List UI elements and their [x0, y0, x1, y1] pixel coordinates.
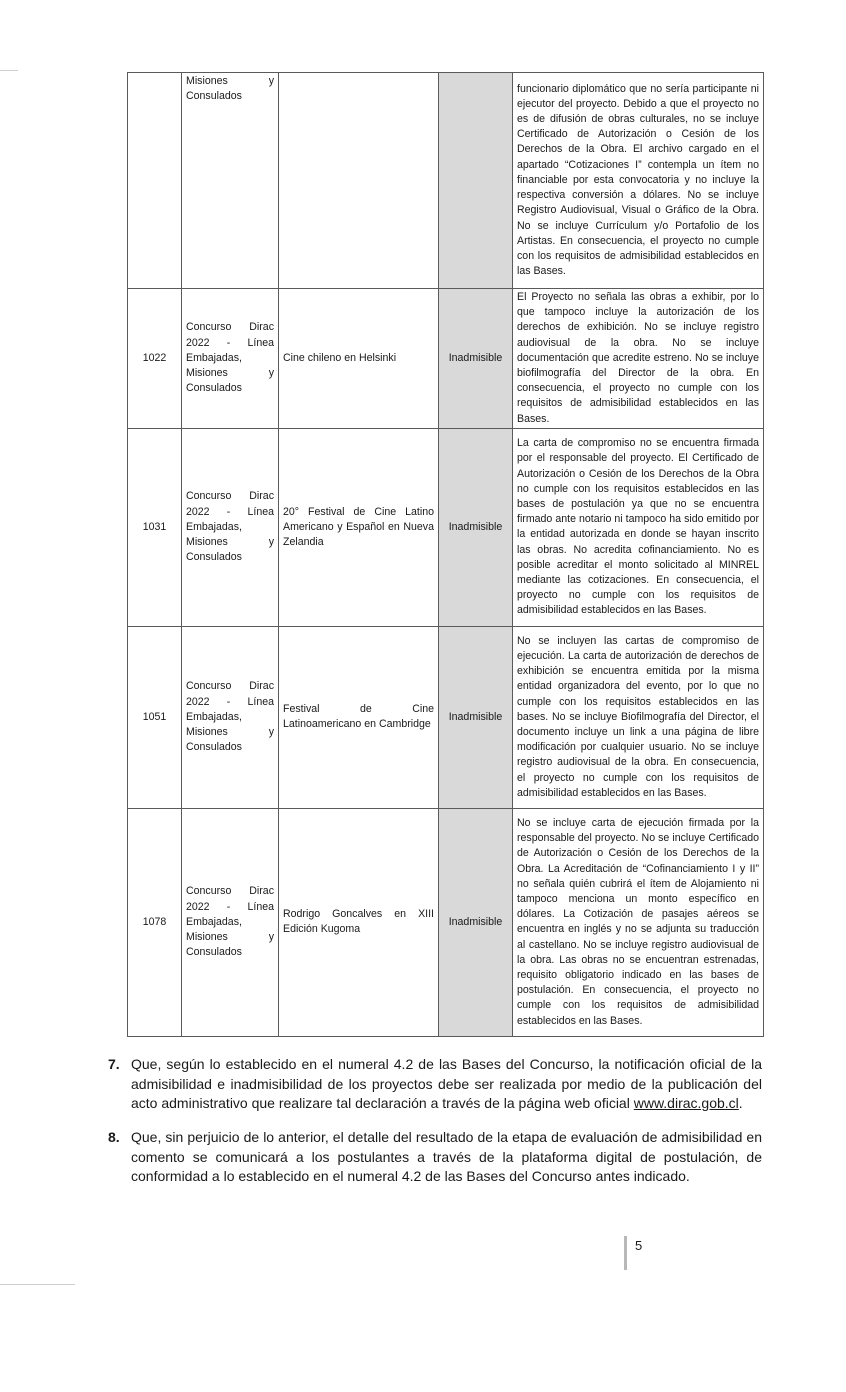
- observation-cell: No se incluyen las cartas de compromiso de ejecución. La carta de autorización de derechos de exhibición se encuentra emitida por la misma entidad organizadora del evento, por lo que no cumple con los requisitos establecidos en las bases. No se incluye Biofilmografía del Director, el documento incluye un link a una página de libre modificación por cualquier usuario. No se incluye registro audiovisual de la obra. En consecuencia, el proyecto no cumple con los requisitos de admisibilidad establecidos en las Bases.: [513, 626, 764, 808]
- table-row: [128, 289, 764, 429]
- dirac-website-link[interactable]: www.dirac.gob.cl: [633, 1095, 739, 1111]
- contest-cell: Concurso Dirac 2022 - Línea Embajadas, Misiones y Consulados: [182, 289, 279, 429]
- scan-artifact: [0, 1284, 75, 1285]
- contest-cell: Misiones y Consulados: [182, 73, 279, 289]
- project-id-cell: 1078: [128, 808, 182, 1036]
- result-cell: Inadmisible: [439, 808, 513, 1036]
- table-row: [128, 808, 764, 1036]
- paragraph-7: [108, 1055, 762, 1114]
- paragraph-text: Que, sin perjuicio de lo anterior, el detalle del resultado de la etapa de evaluación de admisibilidad en comento se comunicará a los postulantes a través de la plataforma digital de postulación, de conformidad a lo establecido en el numeral 4.2 de las Bases del Concurso antes indicado.: [131, 1129, 762, 1184]
- project-id-cell: [128, 73, 182, 289]
- observation-cell: funcionario diplomático que no sería participante ni ejecutor del proyecto. Debido a que el proyecto no es de difusión de obras culturales, no se incluye Certificado de Autorización o Cesión de los Derechos de la Obra. El archivo cargado en el apartado “Cotizaciones I” contempla un ítem no financiable por esta convocatoria y no incluye la respectiva conversión a dólares. No se incluye Registro Audiovisual, Visual o Gráfico de la Obra. No se incluye Currículum y/o Portafolio de los Artistas. En consecuencia, el proyecto no cumple con los requisitos de admisibilidad establecidos en las Bases.: [513, 73, 764, 289]
- paragraph-text: Que, según lo establecido en el numeral 4.2 de las Bases del Concurso, la notificación oficial de la admisibilidad e inadmisibilidad de los proyectos debe ser realizada por medio de la publicación del acto administrativo que realizare tal declaración a través de la página web oficial www.dirac.gob.cl.: [131, 1056, 762, 1111]
- contest-cell: Concurso Dirac 2022 - Línea Embajadas, Misiones y Consulados: [182, 428, 279, 626]
- project-name-cell: 20° Festival de Cine Latino Americano y Español en Nueva Zelandia: [279, 428, 439, 626]
- project-name-cell: Festival de Cine Latinoamericano en Cambridge: [279, 626, 439, 808]
- contest-cell: Concurso Dirac 2022 - Línea Embajadas, Misiones y Consulados: [182, 808, 279, 1036]
- paragraph-8: [108, 1128, 762, 1187]
- table-row: [128, 428, 764, 626]
- admissibility-table: [127, 72, 764, 1037]
- result-cell: Inadmisible: [439, 289, 513, 429]
- project-id-cell: 1022: [128, 289, 182, 429]
- table-row: [128, 73, 764, 289]
- project-id-cell: 1051: [128, 626, 182, 808]
- result-cell: Inadmisible: [439, 428, 513, 626]
- project-name-cell: Rodrigo Goncalves en XIII Edición Kugoma: [279, 808, 439, 1036]
- paragraph-number: 8.: [108, 1129, 120, 1145]
- scan-artifact: [0, 70, 18, 71]
- observation-cell: No se incluye carta de ejecución firmada por la responsable del proyecto. No se incluye Certificado de Autorización o Cesión de los Derechos de la Obra. La Acreditación de “Cofinanciamiento I y II” no señala quién cubrirá el ítem de Alojamiento ni tampoco menciona un monto específico en dólares. La Cotización de pasajes aéreos se encuentra en inglés y no se adjunta su traducción al castellano. No se incluye registro audiovisual de la obra. Las obras no se encuentran estrenadas, requisito obligatorio indicado en las bases de postulación. En consecuencia, el proyecto no cumple con los requisitos de admisibilidad establecidos en las Bases.: [513, 808, 764, 1036]
- observation-cell: El Proyecto no señala las obras a exhibir, por lo que tampoco incluye la autorización de los derechos de exhibición. No se incluye registro audiovisual de la obra. No se incluye documentación que acredite estreno. No se incluye biofilmografía del Director de la obra. En consecuencia, el proyecto no cumple con los requisitos de admisibilidad establecidos en las Bases.: [513, 289, 764, 429]
- result-cell: [439, 73, 513, 289]
- result-cell: Inadmisible: [439, 626, 513, 808]
- project-name-cell: Cine chileno en Helsinki: [279, 289, 439, 429]
- observation-cell: La carta de compromiso no se encuentra firmada por el responsable del proyecto. El Certificado de Autorización o Cesión de los Derechos de la Obra no cumple con los requisitos establecidos en las bases de postulación ya que no se encuentra firmado ante notario ni tampoco ha sido emitido por la entidad autorizada en donde se hayan inscrito las obras. No acredita cofinanciamiento. No es posible acreditar el monto solicitado al MINREL mediante las cotizaciones. En consecuencia, el proyecto no cumple con los requisitos de admisibilidad establecidos en las Bases.: [513, 428, 764, 626]
- contest-cell: Concurso Dirac 2022 - Línea Embajadas, Misiones y Consulados: [182, 626, 279, 808]
- paragraph-number: 7.: [108, 1056, 120, 1072]
- table-row: [128, 626, 764, 808]
- page-number: 5: [624, 1236, 642, 1270]
- project-name-cell: [279, 73, 439, 289]
- project-id-cell: 1031: [128, 428, 182, 626]
